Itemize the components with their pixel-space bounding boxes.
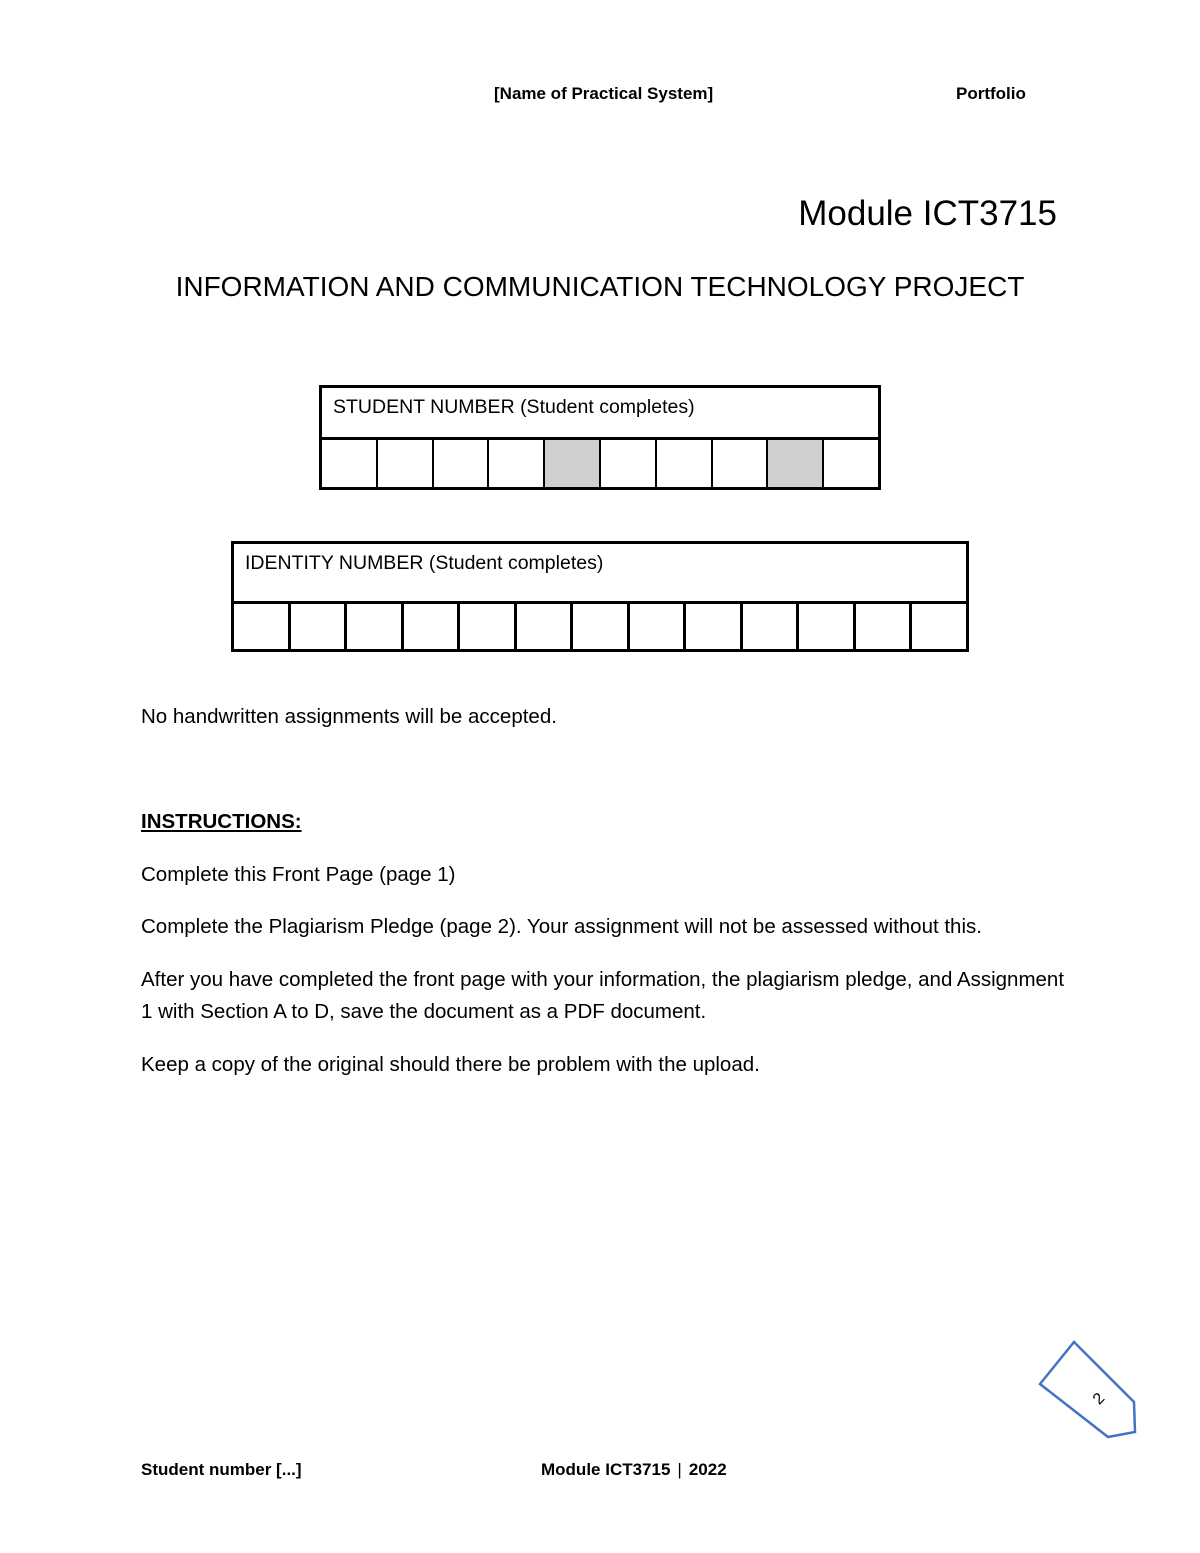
identity-number-digit-cell[interactable] xyxy=(630,604,687,649)
identity-number-digit-cell[interactable] xyxy=(573,604,630,649)
student-number-digit-cell[interactable] xyxy=(768,440,824,487)
identity-number-digit-cell[interactable] xyxy=(912,604,966,649)
page-number: 2 xyxy=(1089,1389,1109,1409)
instruction-item: Keep a copy of the original should there be problem with the upload. xyxy=(141,1053,760,1076)
page-badge-shape xyxy=(1040,1342,1135,1437)
student-number-digit-cell[interactable] xyxy=(434,440,490,487)
student-number-digit-cell[interactable] xyxy=(657,440,713,487)
instruction-item: Complete the Plagiarism Pledge (page 2). Your assignment will not be assessed without this. xyxy=(141,915,982,938)
student-number-cells xyxy=(322,440,878,487)
student-number-digit-cell[interactable] xyxy=(713,440,769,487)
student-number-digit-cell[interactable] xyxy=(489,440,545,487)
identity-number-digit-cell[interactable] xyxy=(686,604,743,649)
identity-number-digit-cell[interactable] xyxy=(743,604,800,649)
student-number-box xyxy=(319,385,881,490)
identity-number-box xyxy=(231,541,969,652)
identity-number-digit-cell[interactable] xyxy=(460,604,517,649)
identity-number-digit-cell[interactable] xyxy=(291,604,348,649)
footer-separator: | xyxy=(677,1460,682,1479)
student-number-digit-cell[interactable] xyxy=(601,440,657,487)
student-number-digit-cell[interactable] xyxy=(378,440,434,487)
page-number-tag-icon xyxy=(1038,1340,1140,1442)
header-portfolio-label: Portfolio xyxy=(956,84,1026,103)
identity-number-digit-cell[interactable] xyxy=(404,604,461,649)
identity-number-digit-cell[interactable] xyxy=(517,604,574,649)
footer-module-code: Module ICT3715 xyxy=(541,1460,671,1479)
identity-number-cells xyxy=(234,604,966,649)
identity-number-digit-cell[interactable] xyxy=(347,604,404,649)
handwritten-notice: No handwritten assignments will be accepted. xyxy=(141,705,557,728)
identity-number-caption: IDENTITY NUMBER (Student completes) xyxy=(234,544,966,604)
footer-year: 2022 xyxy=(688,1460,727,1479)
module-title: Module ICT3715 xyxy=(798,194,1057,233)
project-title: INFORMATION AND COMMUNICATION TECHNOLOGY PROJECT xyxy=(175,271,1025,302)
identity-number-digit-cell[interactable] xyxy=(856,604,913,649)
student-number-digit-cell[interactable] xyxy=(545,440,601,487)
instruction-item: After you have completed the front page with your information, the plagiarism pledge, and Assignment 1 with Section A to D, save the document as a PDF document. xyxy=(141,968,1065,1023)
instructions-heading: INSTRUCTIONS: xyxy=(141,810,302,833)
identity-number-digit-cell[interactable] xyxy=(799,604,856,649)
footer-student-number: Student number [...] xyxy=(141,1460,302,1479)
student-number-digit-cell[interactable] xyxy=(824,440,878,487)
header-system-name: [Name of Practical System] xyxy=(494,84,714,103)
identity-number-digit-cell[interactable] xyxy=(234,604,291,649)
footer-module xyxy=(541,1460,727,1480)
student-number-caption: STUDENT NUMBER (Student completes) xyxy=(322,388,878,440)
student-number-digit-cell[interactable] xyxy=(322,440,378,487)
instruction-item: Complete this Front Page (page 1) xyxy=(141,863,456,886)
